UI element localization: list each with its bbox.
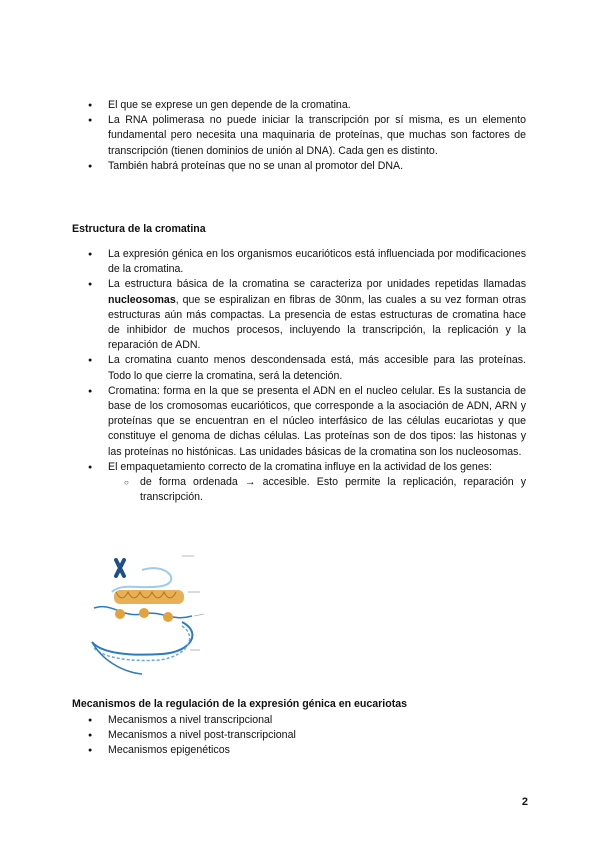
list-item: ● También habrá proteínas que no se unan al promotor del DNA. bbox=[88, 159, 526, 174]
list-item: ● Mecanismos epigenéticos bbox=[88, 743, 526, 758]
list-item: ● Mecanismos a nivel transcripcional bbox=[88, 713, 526, 728]
sub-list-item: ○ de forma ordenada → accesible. Esto permite la replicación, reparación y transcripción. bbox=[124, 475, 526, 505]
list-item: ● Mecanismos a nivel post-transcripcional bbox=[88, 728, 526, 743]
list-item: ● La expresión génica en los organismos eucarióticos está influenciada por modificaciones de la cromatina. bbox=[88, 247, 526, 277]
intro-list bbox=[88, 98, 526, 174]
chromatin-diagram bbox=[82, 542, 232, 682]
list-item: ● La cromatina cuanto menos descondensada está, más accesible para las proteínas. Todo lo que cierre la cromatina, será la detención. bbox=[88, 353, 526, 383]
list-item: ● Cromatina: forma en la que se presenta el ADN en el nucleo celular. Es la sustancia de base de los cromosomas eucarióticos, que corresponde a la asociación de ADN, ARN y proteínas que se encuentran en el núcleo interfásico de las células eucariotas y que constituye el genoma de dichas células. Las proteínas son de dos tipos: las histonas y las proteínas no histónicas. Las unidades básicas de la cromatina son los nucleosomas. bbox=[88, 384, 526, 460]
text-run: , que se espiralizan en fibras de 30nm, las cuales a su vez forman otras estructuras aún más compactas. La presencia de estas estructuras de cromatina hace de inhibidor de muchos procesos, incluyendo la transcripción, la replicación y la reparación de ADN. bbox=[108, 293, 526, 352]
mecanismos-list bbox=[88, 713, 526, 759]
chromatin-figure bbox=[82, 542, 232, 682]
text-run: El empaquetamiento correcto de la cromatina influye en la actividad de los genes: bbox=[108, 460, 492, 473]
dna-strand bbox=[92, 622, 192, 655]
section-heading-estructura: Estructura de la cromatina bbox=[72, 223, 206, 235]
chromosome-shape bbox=[116, 560, 124, 576]
label-line bbox=[194, 614, 204, 616]
list-item: ● La RNA polimerasa no puede iniciar la transcripción por sí misma, es un elemento fundamental pero necesita una maquinaria de proteínas, que muchas son factores de transcripción (tienen dominios de unión al DNA). Cada gen es distinto. bbox=[88, 113, 526, 159]
text-run: La estructura básica de la cromatina se caracteriza por unidades repetidas llamadas bbox=[108, 278, 526, 291]
page-number: 2 bbox=[521, 796, 528, 808]
sub-list bbox=[124, 475, 526, 505]
section-heading-mecanismos: Mecanismos de la regulación de la expresión génica en eucariotas bbox=[72, 698, 408, 710]
estructura-list bbox=[88, 247, 526, 505]
nucleosome bbox=[163, 612, 173, 622]
list-item: ● El que se exprese un gen depende de la cromatina. bbox=[88, 98, 526, 113]
bold-term: nucleosomas bbox=[108, 293, 176, 306]
list-item bbox=[88, 277, 526, 353]
nucleosome bbox=[115, 609, 125, 619]
list-item bbox=[88, 460, 526, 506]
nucleosome bbox=[139, 608, 149, 618]
